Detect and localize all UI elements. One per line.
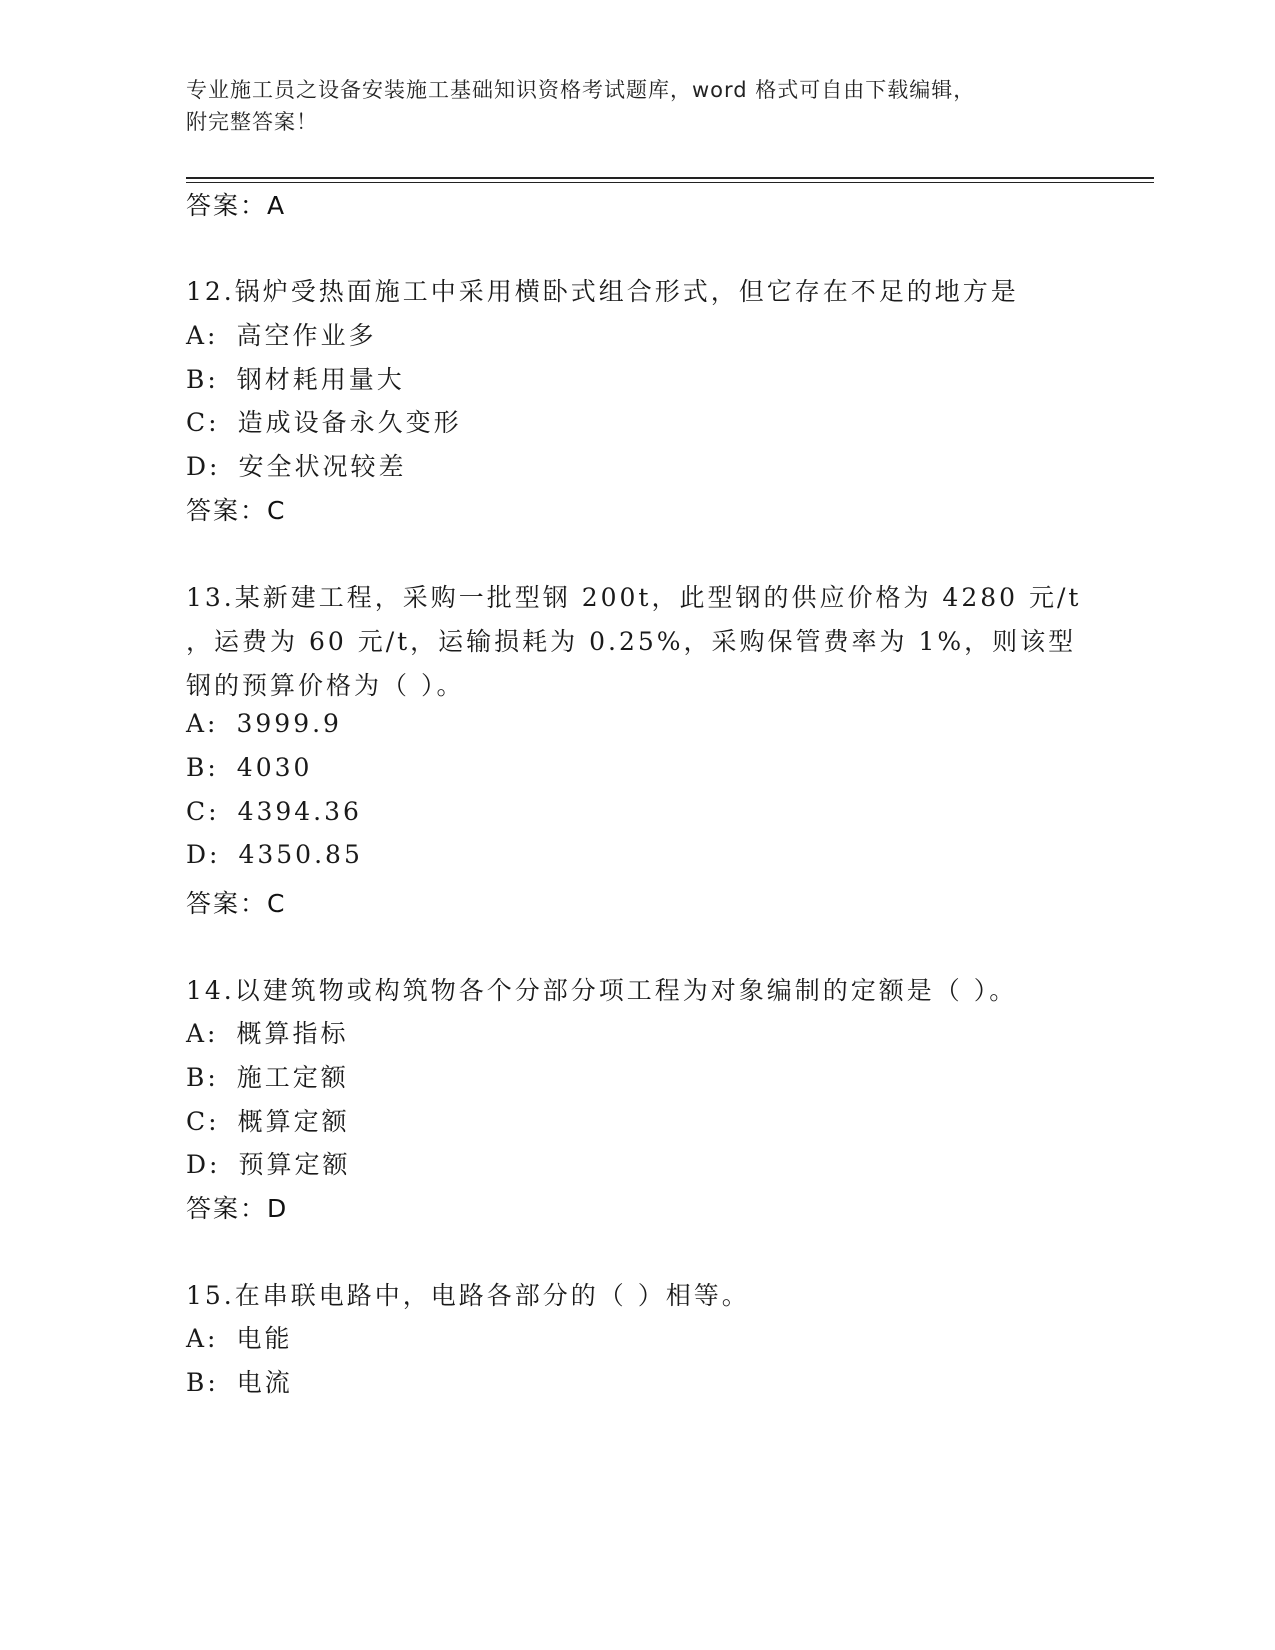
question-14-text: 14.以建筑物或构筑物各个分部分项工程为对象编制的定额是（ ）。 [186,976,1018,1005]
option-text: 电流 [236,1368,293,1397]
option-text: 4394.36 [237,797,362,826]
question-13-text-line-1: 13.某新建工程，采购一批型钢 200t，此型钢的供应价格为 4280 元/t [186,583,1082,612]
option-letter: B: [186,753,219,782]
option-letter: A: [186,1324,219,1353]
question-13-option-b [186,753,312,782]
question-12-option-c [186,403,462,439]
header-line-2: 附完整答案！ [186,110,318,134]
option-text: 4030 [236,753,313,782]
question-13-option-a [186,709,342,738]
option-letter: B: [186,1063,219,1092]
option-letter: C: [186,797,220,826]
question-13-text-line-3: 钢的预算价格为（ ）。 [186,671,465,700]
question-15-option-b [186,1363,293,1399]
option-text: 电能 [236,1324,293,1353]
question-13-answer: 答案：C [186,889,287,918]
document-header [186,74,1086,138]
question-14-option-a [186,1014,349,1050]
question-13-option-d [186,840,363,869]
option-letter: C: [186,1107,220,1136]
option-text: 安全状况较差 [238,452,407,481]
option-text: 造成设备永久变形 [237,408,462,437]
header-line-1: 专业施工员之设备安装施工基础知识资格考试题库，word 格式可自由下载编辑， [186,78,976,102]
option-letter: B: [186,365,219,394]
question-14-option-d [186,1145,350,1181]
question-12-option-d [186,447,406,483]
option-text: 4350.85 [238,840,363,869]
question-12-answer: 答案：C [186,496,287,525]
question-15-option-a [186,1319,293,1355]
option-letter: D: [186,452,221,481]
question-13-text-line-2: ，运费为 60 元/t，运输损耗为 0.25%，采购保管费率为 1%，则该型 [186,627,1077,656]
option-text: 概算指标 [236,1019,349,1048]
option-text: 预算定额 [238,1150,351,1179]
question-14-answer: 答案：D [186,1194,289,1223]
header-divider-thin [186,182,1154,183]
option-letter: B: [186,1368,219,1397]
question-14-option-b [186,1058,349,1094]
option-text: 高空作业多 [236,321,377,350]
option-text: 施工定额 [236,1063,349,1092]
option-letter: D: [186,840,221,869]
header-divider-thick [186,177,1154,179]
option-text: 概算定额 [237,1107,350,1136]
option-letter: A: [186,1019,219,1048]
question-12-option-a [186,316,377,352]
option-text: 钢材耗用量大 [236,365,405,394]
option-letter: A: [186,709,219,738]
question-12-option-b [186,360,405,396]
question-12-text: 12.锅炉受热面施工中采用横卧式组合形式，但它存在不足的地方是 [186,277,1019,306]
question-14-option-c [186,1102,350,1138]
question-13-option-c [186,797,362,826]
option-text: 3999.9 [236,709,342,738]
answer-prev: 答案：A [186,191,287,220]
option-letter: C: [186,408,220,437]
option-letter: A: [186,321,219,350]
option-letter: D: [186,1150,221,1179]
question-15-text: 15.在串联电路中，电路各部分的（ ）相等。 [186,1281,750,1310]
